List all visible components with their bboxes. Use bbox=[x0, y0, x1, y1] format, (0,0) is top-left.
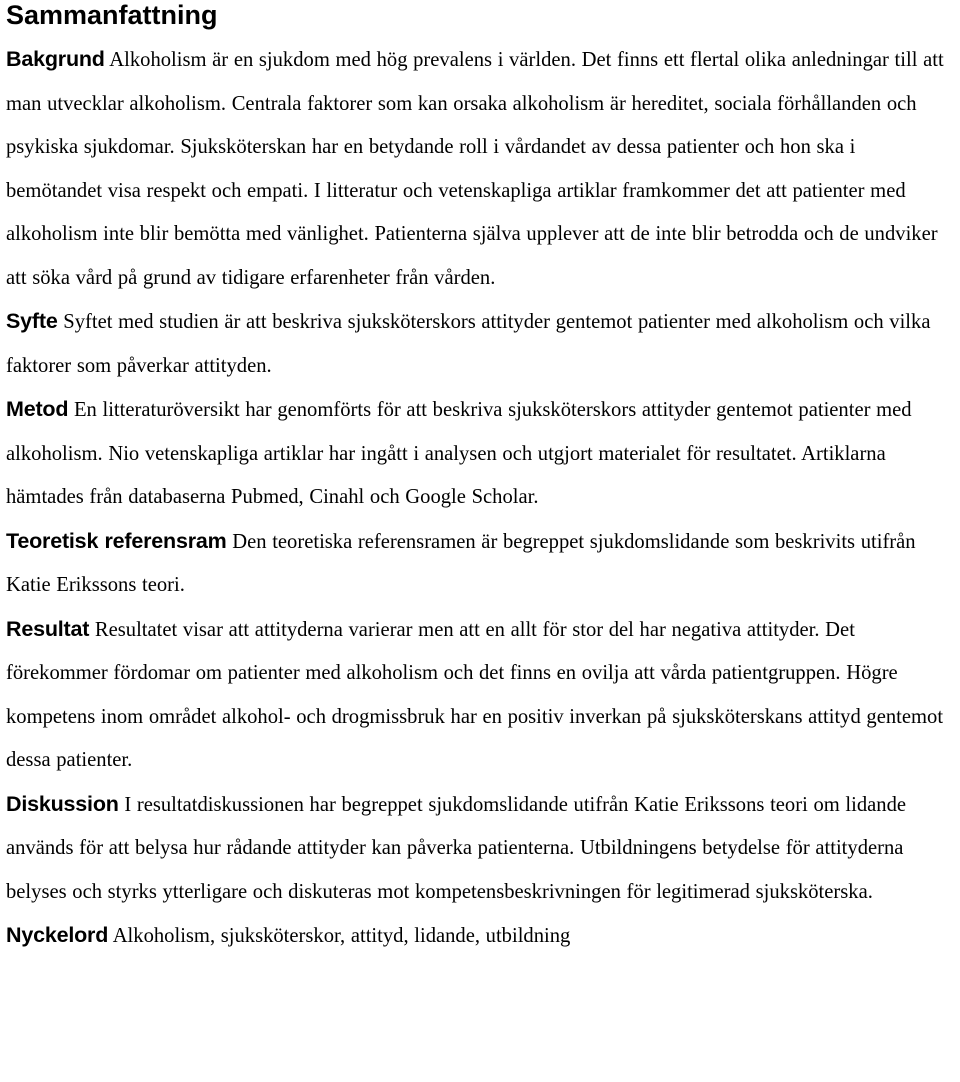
section-teoretisk-referensram bbox=[6, 520, 956, 608]
section-heading-diskussion: Diskussion bbox=[6, 791, 119, 816]
section-heading-metod: Metod bbox=[6, 397, 69, 421]
section-syfte bbox=[6, 300, 956, 388]
section-heading-resultat: Resultat bbox=[6, 616, 90, 641]
section-text-diskussion: I resultatdiskussionen har begreppet sjukdomslidande utifrån Katie Erikssons teori om lidande används för att belysa hur rådande attityder kan påverka patienterna. Utbildningens betydelse för attityderna belyses och styrks ytterligare och diskuteras mot kompetensbeskrivningen för legitimerad sjuksköterska. bbox=[6, 793, 907, 903]
section-text-syfte: Syftet med studien är att beskriva sjuksköterskors attityder gentemot patienter med alkoholism och vilka faktorer som påverkar attityden. bbox=[6, 311, 931, 377]
section-heading-teoretisk-referensram: Teoretisk referensram bbox=[6, 528, 227, 553]
section-bakgrund bbox=[6, 38, 956, 300]
section-heading-bakgrund: Bakgrund bbox=[6, 47, 105, 71]
section-heading-syfte: Syfte bbox=[6, 309, 58, 333]
document-page bbox=[6, 0, 956, 959]
section-text-teoretisk-referensram: Den teoretiska referensramen är begreppet sjukdomslidande som beskrivits utifrån Katie Erikssons teori. bbox=[6, 530, 916, 596]
page-title: Sammanfattning bbox=[6, 0, 218, 30]
section-text-resultat: Resultatet visar att attityderna varierar men att en allt för stor del har negativa attityder. Det förekommer fördomar om patienter med alkoholism och det finns en ovilja att vårda patientgruppen. Högre kompetens inom området alkohol- och drogmissbruk har en positiv inverkan på sjuksköterskans attityd gentemot dessa patienter. bbox=[6, 618, 944, 771]
section-metod bbox=[6, 388, 956, 520]
section-heading-nyckelord: Nyckelord bbox=[6, 923, 109, 947]
section-text-metod: En litteraturöversikt har genomförts för att beskriva sjuksköterskors attityder gentemot patienter med alkoholism. Nio vetenskapliga artiklar har ingått i analysen och utgjort materialet för resultatet. Artiklarna hämtades från databaserna Pubmed, Cinahl och Google Scholar. bbox=[6, 399, 912, 508]
section-text-bakgrund: Alkoholism är en sjukdom med hög prevalens i världen. Det finns ett flertal olika anledningar till att man utvecklar alkoholism. Centrala faktorer som kan orsaka alkoholism är hereditet, sociala förhållanden och psykiska sjukdomar. Sjuksköterskan har en betydande roll i vårdandet av dessa patienter och hon ska i bemötandet visa respekt och empati. I litteratur och vetenskapliga artiklar framkommer det att patienter med alkoholism inte blir bemötta med vänlighet. Patienterna själva upplever att de inte blir betrodda och de undviker att söka vård på grund av tidigare erfarenheter från vården. bbox=[6, 49, 944, 289]
section-resultat bbox=[6, 608, 956, 783]
section-nyckelord bbox=[6, 914, 956, 959]
section-text-nyckelord: Alkoholism, sjuksköterskor, attityd, lidande, utbildning bbox=[112, 925, 571, 947]
section-diskussion bbox=[6, 783, 956, 915]
